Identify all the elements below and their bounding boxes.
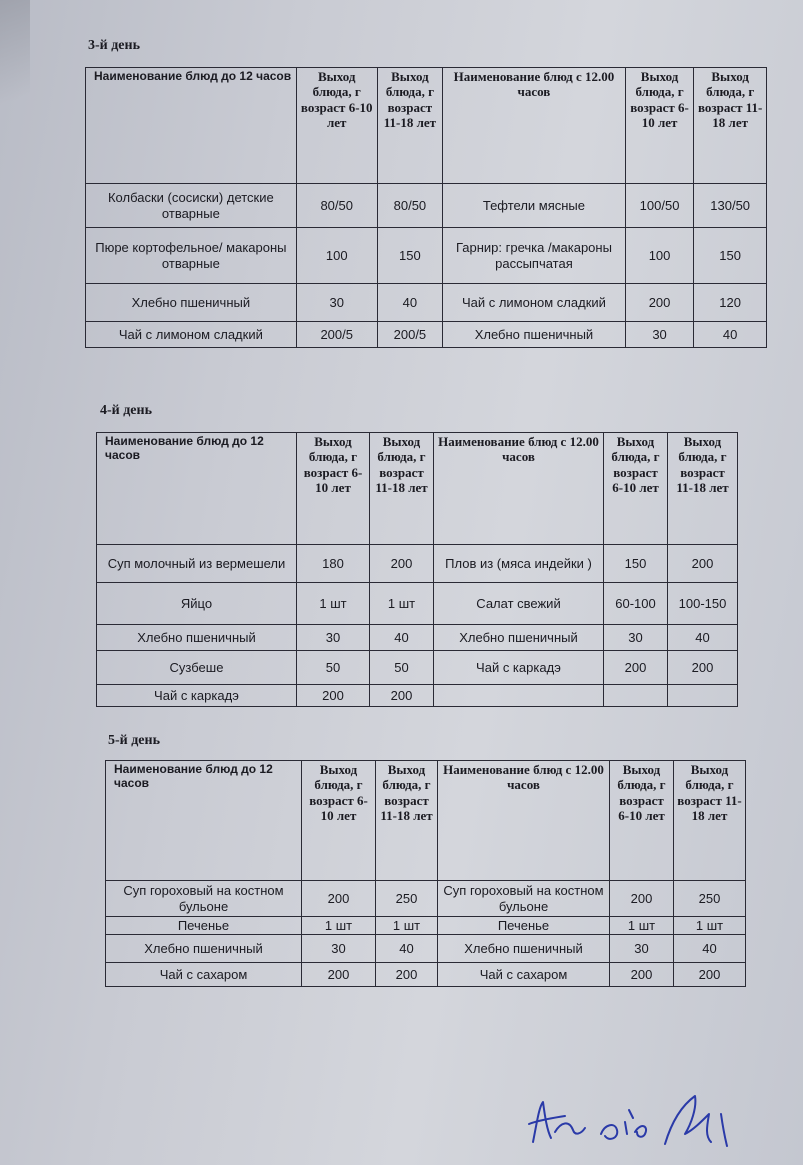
yield-cell: 250 (674, 881, 746, 917)
yield-cell: 30 (625, 322, 694, 348)
dish-cell: Хлебно пшеничный (106, 935, 302, 963)
dish-cell: Чай с сахаром (438, 963, 610, 987)
header-yield-11-18: Выход блюда, г возраст 11-18 лет (377, 68, 442, 184)
yield-cell: 180 (297, 545, 370, 583)
yield-cell: 200/5 (377, 322, 442, 348)
yield-cell: 40 (668, 625, 738, 651)
yield-cell: 100/50 (625, 184, 694, 228)
yield-cell: 120 (694, 284, 767, 322)
header-yield-6-10: Выход блюда, г возраст 6-10 лет (297, 433, 370, 545)
header-dish-after-12: Наименование блюд с 12.00 часов (438, 761, 610, 881)
table-header-row (106, 761, 746, 881)
dish-cell: Тефтели мясные (443, 184, 626, 228)
day-4-table (96, 432, 738, 707)
header-dish-before-12: Наименование блюд до 12 часов (97, 433, 297, 545)
dish-cell: Суп молочный из вермешели (97, 545, 297, 583)
yield-cell: 200 (604, 651, 668, 685)
header-dish-before-12: Наименование блюд до 12 часов (106, 761, 302, 881)
dish-cell: Хлебно пшеничный (443, 322, 626, 348)
table-row (97, 651, 738, 685)
table-row (106, 963, 746, 987)
yield-cell: 200 (370, 685, 434, 707)
table-row (97, 625, 738, 651)
table-header-row (86, 68, 767, 184)
yield-cell: 200 (302, 881, 376, 917)
yield-cell: 150 (694, 228, 767, 284)
dish-cell: Гарнир: гречка /макароны рассыпчатая (443, 228, 626, 284)
yield-cell (668, 685, 738, 707)
yield-cell: 1 шт (610, 917, 674, 935)
yield-cell: 1 шт (297, 583, 370, 625)
header-yield-11-18: Выход блюда, г возраст 11-18 лет (376, 761, 438, 881)
table-row (86, 184, 767, 228)
dish-cell: Суп гороховый на костном бульоне (438, 881, 610, 917)
yield-cell (604, 685, 668, 707)
dish-cell: Яйцо (97, 583, 297, 625)
yield-cell: 30 (297, 625, 370, 651)
table-header-row (97, 433, 738, 545)
dish-cell: Чай с лимоном сладкий (86, 322, 297, 348)
header-dish-after-12: Наименование блюд с 12.00 часов (443, 68, 626, 184)
yield-cell: 130/50 (694, 184, 767, 228)
table-row (86, 322, 767, 348)
yield-cell: 1 шт (370, 583, 434, 625)
yield-cell: 50 (370, 651, 434, 685)
table-row (97, 583, 738, 625)
day-5-table (105, 760, 746, 987)
header-yield-11-18: Выход блюда, г возраст 11-18 лет (694, 68, 767, 184)
yield-cell: 200 (302, 963, 376, 987)
yield-cell: 50 (297, 651, 370, 685)
yield-cell: 30 (296, 284, 377, 322)
dish-cell: Суп гороховый на костном бульоне (106, 881, 302, 917)
dish-cell: Чай с сахаром (106, 963, 302, 987)
yield-cell: 200 (370, 545, 434, 583)
dish-cell: Пюре кортофельное/ макароны отварные (86, 228, 297, 284)
dish-cell: Чай с каркадэ (434, 651, 604, 685)
header-dish-after-12: Наименование блюд с 12.00 часов (434, 433, 604, 545)
dish-cell: Чай с каркадэ (97, 685, 297, 707)
dish-cell: Сузбеше (97, 651, 297, 685)
table-row (97, 545, 738, 583)
dish-cell: Хлебно пшеничный (97, 625, 297, 651)
yield-cell: 200 (668, 651, 738, 685)
day-5-heading: 5-й день (108, 733, 160, 748)
yield-cell: 200 (376, 963, 438, 987)
yield-cell: 80/50 (377, 184, 442, 228)
yield-cell: 200 (610, 881, 674, 917)
dish-cell: Печенье (438, 917, 610, 935)
header-dish-before-12: Наименование блюд до 12 часов (86, 68, 297, 184)
header-yield-11-18: Выход блюда, г возраст 11-18 лет (674, 761, 746, 881)
yield-cell: 200 (625, 284, 694, 322)
yield-cell: 40 (377, 284, 442, 322)
yield-cell: 200 (297, 685, 370, 707)
yield-cell: 30 (302, 935, 376, 963)
dish-cell: Хлебно пшеничный (434, 625, 604, 651)
yield-cell: 80/50 (296, 184, 377, 228)
yield-cell: 200/5 (296, 322, 377, 348)
header-yield-6-10: Выход блюда, г возраст 6-10 лет (610, 761, 674, 881)
dish-cell: Колбаски (сосиски) детские отварные (86, 184, 297, 228)
table-row (97, 685, 738, 707)
yield-cell: 60-100 (604, 583, 668, 625)
dish-cell: Печенье (106, 917, 302, 935)
yield-cell: 1 шт (674, 917, 746, 935)
yield-cell: 1 шт (376, 917, 438, 935)
dish-cell: Хлебно пшеничный (86, 284, 297, 322)
yield-cell: 250 (376, 881, 438, 917)
handwritten-signature (525, 1072, 735, 1152)
yield-cell: 150 (604, 545, 668, 583)
yield-cell: 30 (610, 935, 674, 963)
yield-cell: 30 (604, 625, 668, 651)
day-3-heading: 3-й день (88, 38, 140, 53)
yield-cell: 200 (674, 963, 746, 987)
table-row (86, 228, 767, 284)
yield-cell: 100-150 (668, 583, 738, 625)
yield-cell: 150 (377, 228, 442, 284)
table-row (86, 284, 767, 322)
yield-cell: 100 (625, 228, 694, 284)
yield-cell: 200 (668, 545, 738, 583)
page-edge-shadow (0, 0, 30, 140)
header-yield-11-18: Выход блюда, г возраст 11-18 лет (370, 433, 434, 545)
table-row (106, 881, 746, 917)
header-yield-6-10: Выход блюда, г возраст 6-10 лет (302, 761, 376, 881)
yield-cell: 200 (610, 963, 674, 987)
dish-cell (434, 685, 604, 707)
dish-cell: Чай с лимоном сладкий (443, 284, 626, 322)
yield-cell: 1 шт (302, 917, 376, 935)
yield-cell: 40 (370, 625, 434, 651)
day-3-table (85, 67, 767, 348)
dish-cell: Плов из (мяса индейки ) (434, 545, 604, 583)
yield-cell: 40 (376, 935, 438, 963)
header-yield-11-18: Выход блюда, г возраст 11-18 лет (668, 433, 738, 545)
dish-cell: Хлебно пшеничный (438, 935, 610, 963)
dish-cell: Салат свежий (434, 583, 604, 625)
header-yield-6-10: Выход блюда, г возраст 6-10 лет (604, 433, 668, 545)
day-4-heading: 4-й день (100, 403, 152, 418)
header-yield-6-10: Выход блюда, г возраст 6-10 лет (625, 68, 694, 184)
yield-cell: 40 (674, 935, 746, 963)
table-row (106, 917, 746, 935)
header-yield-6-10: Выход блюда, г возраст 6-10 лет (296, 68, 377, 184)
yield-cell: 40 (694, 322, 767, 348)
table-row (106, 935, 746, 963)
yield-cell: 100 (296, 228, 377, 284)
